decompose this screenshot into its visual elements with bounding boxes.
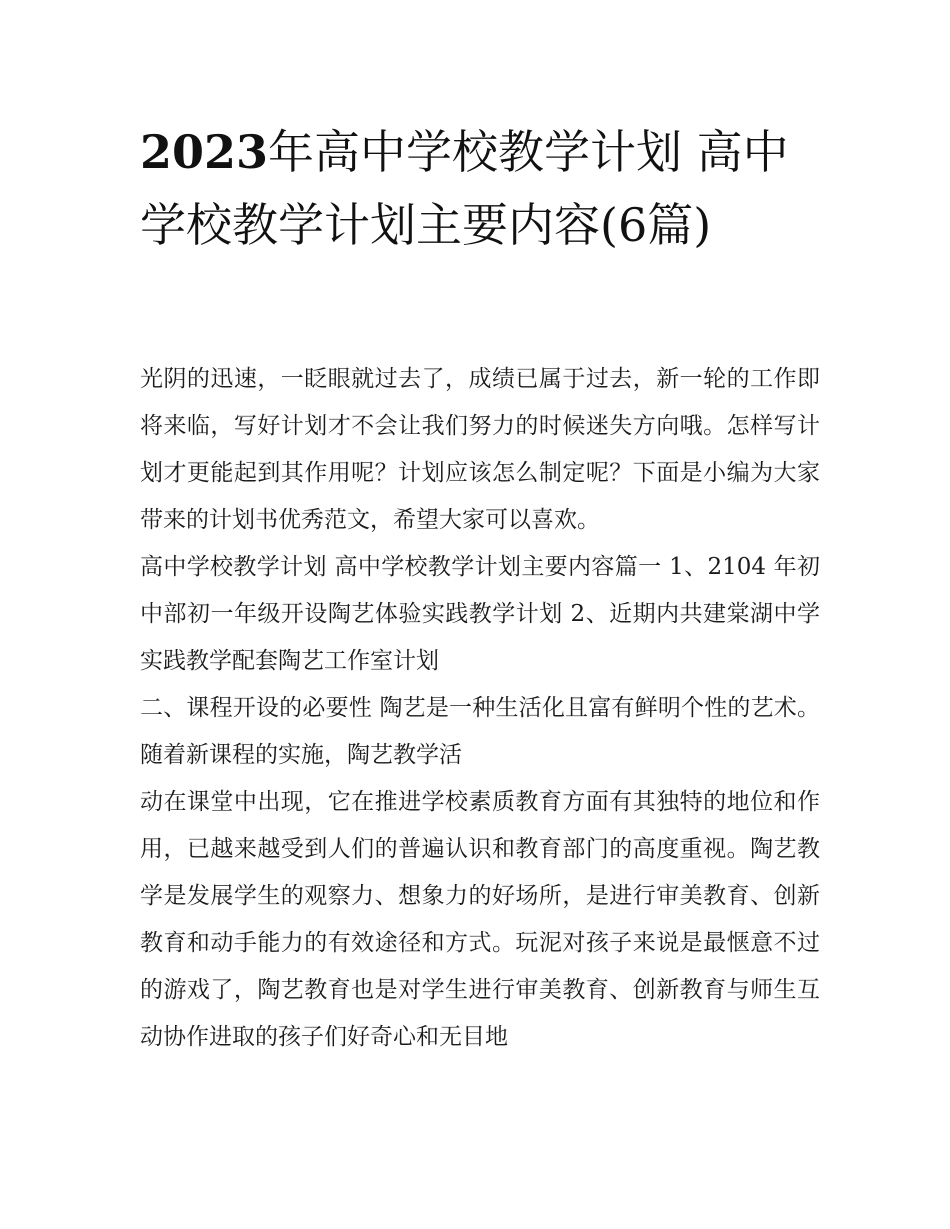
paragraph-activity: 动在课堂中出现，它在推进学校素质教育方面有其独特的地位和作用，已越来越受到人们的普遍认识和教育部门的高度重视。陶艺教学是发展学生的观察力、想象力的好场所，是进行审美教育、创新教育和动手能力的有效途径和方式。玩泥对孩子来说是最惬意不过的游戏了，陶艺教育也是对学生进行审美教育、创新教育与师生互动协作进取的孩子们好奇心和无目地 <box>140 789 820 1050</box>
paragraph-intro: 光阴的迅速，一眨眼就过去了，成绩已属于过去，新一轮的工作即将来临，写好计划才不会让我们努力的时候迷失方向哦。怎样写计划才更能起到其作用呢？计划应该怎么制定呢？下面是小编为大家带来的计划书优秀范文，希望大家可以喜欢。 <box>140 366 820 533</box>
title-year: 2023 <box>140 125 269 179</box>
document-title <box>140 116 820 262</box>
document-body <box>140 356 820 1061</box>
paragraph-course-necessity: 二、课程开设的必要性 陶艺是一种生活化且富有鲜明个性的艺术。随着新课程的实施，陶艺教学活 <box>140 695 820 768</box>
title-text: 年高中学校教学计划 高中学校教学计划主要内容(6篇) <box>140 125 789 252</box>
paragraph-plan-items: 高中学校教学计划 高中学校教学计划主要内容篇一 1、2104 年初中部初一年级开设陶艺体验实践教学计划 2、近期内共建棠湖中学实践教学配套陶艺工作室计划 <box>140 554 820 674</box>
